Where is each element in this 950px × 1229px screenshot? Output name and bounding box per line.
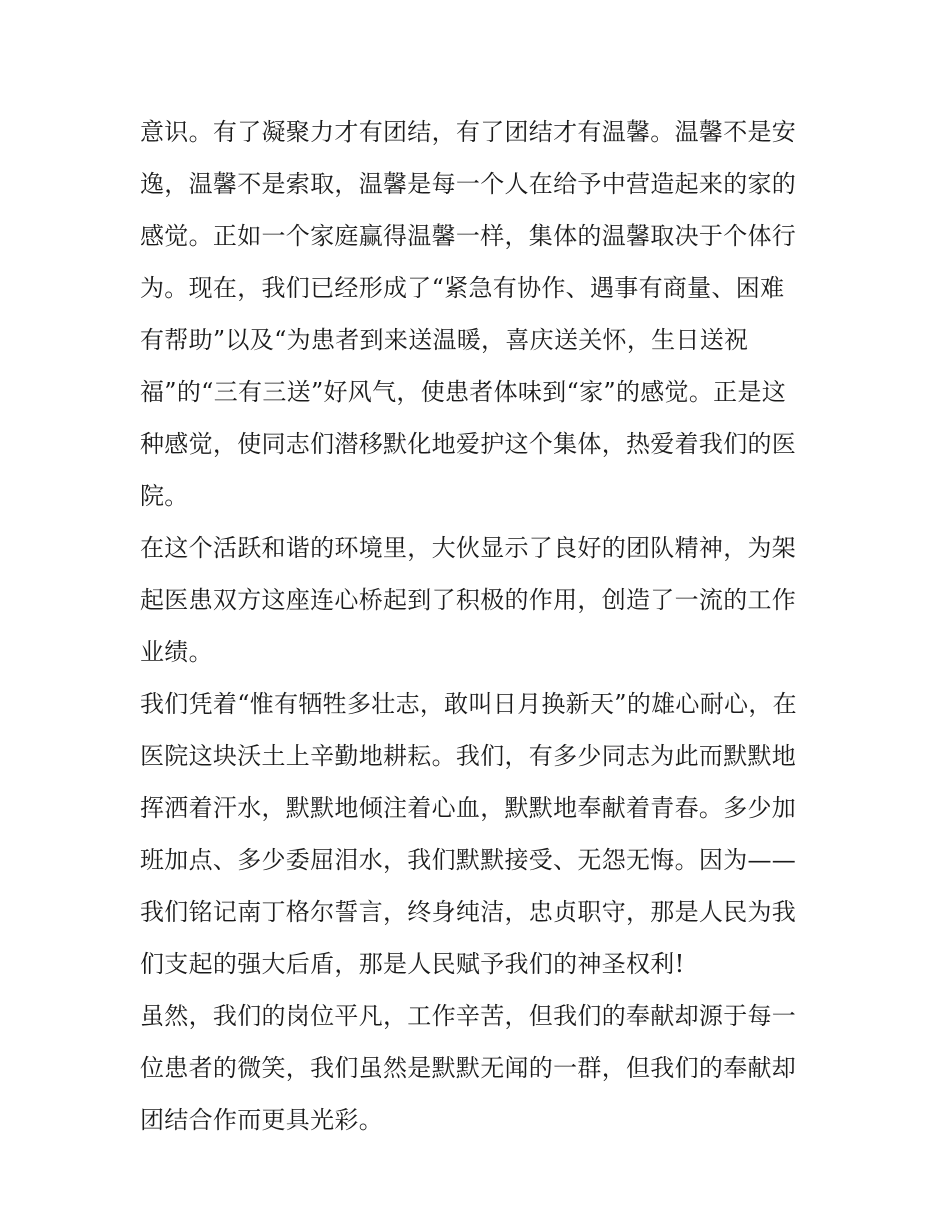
text-line: 位患者的微笑，我们虽然是默默无闻的一群，但我们的奉献却 <box>140 1054 797 1082</box>
text-line: 在这个活跃和谐的环境里，大伙显示了良好的团队精神，为架 <box>140 534 797 562</box>
text-line: 医院这块沃土上辛勤地耕耘。我们，有多少同志为此而默默地 <box>140 742 797 770</box>
text-line: 院。 <box>140 482 189 510</box>
text-line: 虽然，我们的岗位平凡，工作辛苦，但我们的奉献却源于每一 <box>140 1002 797 1030</box>
paragraph-warmth <box>140 106 820 522</box>
text-line: 感觉。正如一个家庭赢得温馨一样，集体的温馨取决于个体行 <box>140 222 797 250</box>
text-line: 为。现在，我们已经形成了“紧急有协作、遇事有商量、困难 <box>140 274 785 302</box>
paragraph-team-spirit <box>140 522 820 678</box>
text-line: 福”的“三有三送”好风气，使患者体味到“家”的感觉。正是这 <box>140 378 787 406</box>
text-line: 逸，温馨不是索取，温馨是每一个人在给予中营造起来的家的 <box>140 170 797 198</box>
text-line: 团结合作而更具光彩。 <box>140 1106 383 1134</box>
paragraph-dedication <box>140 678 820 990</box>
text-line: 们支起的强大后盾，那是人民赋予我们的神圣权利! <box>140 950 685 978</box>
text-line: 起医患双方这座连心桥起到了积极的作用，创造了一流的工作 <box>140 586 797 614</box>
text-line: 业绩。 <box>140 638 213 666</box>
paragraph-ordinary-posts <box>140 990 820 1146</box>
text-line: 我们铭记南丁格尔誓言，终身纯洁，忠贞职守，那是人民为我 <box>140 898 797 926</box>
document-body <box>140 106 820 1146</box>
text-line: 挥洒着汗水，默默地倾注着心血，默默地奉献着青春。多少加 <box>140 794 797 822</box>
text-line: 班加点、多少委屈泪水，我们默默接受、无怨无悔。因为—— <box>140 846 797 874</box>
text-line: 有帮助”以及“为患者到来送温暖，喜庆送关怀，生日送祝 <box>140 326 749 354</box>
text-line: 我们凭着“惟有牺牲多壮志，敢叫日月换新天”的雄心耐心，在 <box>140 690 797 718</box>
text-line: 意识。有了凝聚力才有团结，有了团结才有温馨。温馨不是安 <box>140 118 797 146</box>
text-line: 种感觉，使同志们潜移默化地爱护这个集体，热爱着我们的医 <box>140 430 797 458</box>
